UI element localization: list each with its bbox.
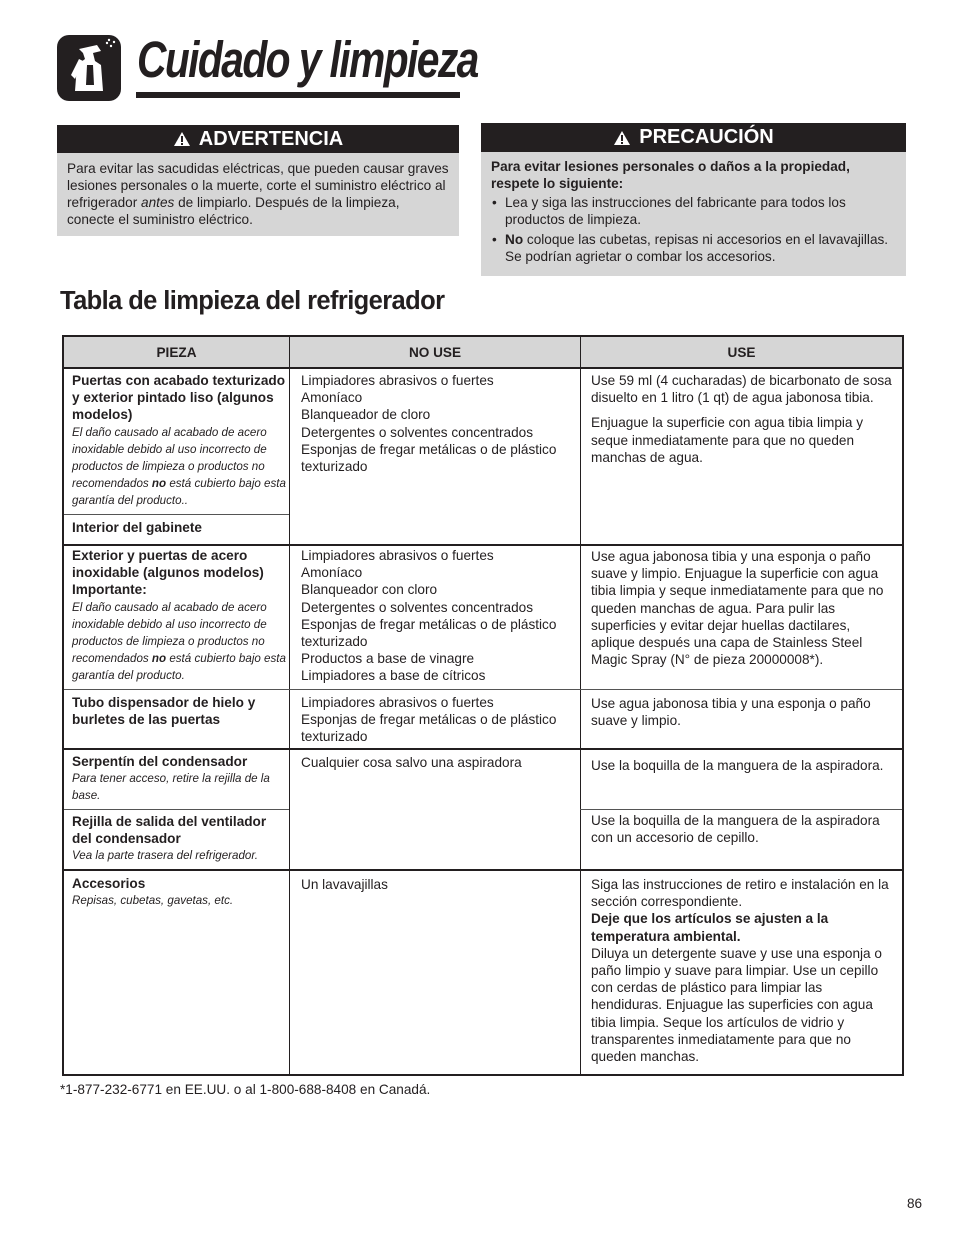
page-number: 86 [907, 1196, 923, 1211]
warning-header [57, 125, 459, 153]
warning-triangle-icon [173, 131, 191, 147]
list-item: Detergentes o solventes concentrados [301, 424, 533, 440]
list-item: Amoníaco [301, 565, 363, 581]
warning-text: Para evitar las sacudidas eléctricas, que pueden causar graves lesiones personales o la muerte, corte el suministro eléctrico al refrigerador antes de limpiarlo. Después de la limpieza, conecte el suministro eléctrico. [67, 161, 449, 227]
row-divider [64, 748, 902, 750]
part-name: Serpentín del condensador [72, 754, 248, 769]
list-item: Limpiadores abrasivos o fuertes [301, 695, 494, 710]
cleaning-table [62, 335, 904, 1076]
no-use-list [301, 694, 571, 746]
part-name: Tubo dispensador de hielo y burletes de las puertas [72, 695, 256, 728]
list-item: Esponjas de fregar metálicas o de plástico texturizado [301, 712, 557, 745]
no-use-text: Cualquier cosa salvo una aspiradora [301, 755, 522, 770]
row-divider [580, 809, 902, 810]
part-note: El daño causado al acabado de acero inoxidable debido al uso incorrecto de productos de limpieza o productos no recomendados no está cubierto bajo esta garantía del producto. [72, 600, 286, 683]
row-divider [64, 689, 902, 690]
column-divider [580, 337, 581, 1074]
page-title: Cuidado y limpieza [137, 31, 478, 88]
list-item: Blanqueador de cloro [301, 407, 431, 423]
caution-bullet: • No coloque las cubetas, repisas ni accesorios en el lavavajillas. Se podrían agrietar o combar los accesorios. [491, 231, 896, 265]
list-item: Amoníaco [301, 390, 363, 406]
warning-triangle-icon [613, 130, 631, 146]
part-name: Rejilla de salida del ventilador del condensador [72, 814, 267, 847]
list-item: Limpiadores abrasivos o fuertes [301, 373, 494, 388]
use-text: Use 59 ml (4 cucharadas) de bicarbonato de sosa disuelto en 1 litro (1 qt) de agua jabonosa tibia. Enjuague la superficie con agua tibia limpia y seque inmediatamente para que no queden manchas de agua. [591, 373, 892, 465]
list-item: Esponjas de fregar metálicas o de plástico texturizado [301, 441, 557, 475]
header-use: USE [727, 344, 756, 360]
use-text: Siga las instrucciones de retiro e instalación en la sección correspondiente. Deje que los artículos se ajusten a la temperatura ambiental. Diluya un detergente suave y use una esponja o paño limpio y suave para limpiar. Use un cepillo con cerdas de plástico para limpiar las hendiduras. Enjuague las superficies con agua tibia limpia. Seque los artículos de vidrio y transparentes inmediatamente para que no queden manchas. [591, 877, 889, 1065]
no-use-list [301, 372, 571, 475]
list-item: Productos a base de vinagre [301, 651, 475, 667]
row-divider [64, 544, 902, 546]
header-pieza: PIEZA [156, 344, 197, 360]
part-note: Para tener acceso, retire la rejilla de la base. [72, 772, 270, 803]
use-text: Use agua jabonosa tibia y una esponja o paño suave y limpio. [591, 696, 871, 729]
part-name: Accesorios [72, 876, 146, 891]
list-item: Limpiadores a base de cítricos [301, 668, 486, 684]
part-note: El daño causado al acabado de acero inoxidable debido al uso incorrecto de productos de limpieza o productos no recomendados no está cubierto bajo esta garantía del producto.. [72, 425, 286, 508]
column-divider [289, 337, 290, 1074]
footnote: *1-877-232-6771 en EE.UU. o al 1-800-688-8408 en Canadá. [60, 1082, 431, 1097]
no-use-text: Un lavavajillas [301, 877, 388, 892]
caution-bullet: • Lea y siga las instrucciones del fabricante para todos los productos de limpieza. [491, 194, 896, 228]
caution-header [481, 123, 906, 152]
no-use-list [301, 547, 571, 685]
warning-label: ADVERTENCIA [198, 127, 344, 150]
use-text: Use la boquilla de la manguera de la aspiradora. [591, 758, 884, 773]
row-divider [64, 809, 289, 810]
caution-box [481, 123, 906, 276]
row-divider [64, 869, 902, 871]
title-underline [136, 92, 460, 98]
list-item: Blanqueador con cloro [301, 582, 438, 598]
table-row [72, 372, 288, 510]
part-name: Puertas con acabado texturizado y exterior pintado liso (algunos modelos) [72, 373, 286, 423]
list-item: Detergentes o solventes concentrados [301, 599, 533, 615]
list-item: Limpiadores abrasivos o fuertes [301, 548, 494, 563]
row-divider [64, 514, 289, 515]
table-row [72, 547, 288, 685]
table-row [72, 753, 288, 805]
table-row [72, 813, 288, 865]
caution-intro: Para evitar lesiones personales o daños a la propiedad, respete lo siguiente: [491, 159, 850, 191]
part-name: Exterior y puertas de acero inoxidable (algunos modelos) Importante: [72, 548, 264, 598]
caution-label: PRECAUCIÓN [639, 126, 774, 148]
table-header [64, 337, 902, 369]
use-text: Use la boquilla de la manguera de la aspiradora con un accesorio de cepillo. [591, 813, 880, 846]
header-no-use: NO USE [408, 344, 462, 360]
spray-bottle-icon [57, 35, 121, 101]
part-note: Repisas, cubetas, gavetas, etc. [72, 894, 234, 908]
section-title: Tabla de limpieza del refrigerador [60, 287, 445, 315]
warning-box [57, 125, 459, 236]
table-row [72, 875, 288, 909]
list-item: Esponjas de fregar metálicas o de plástico texturizado [301, 616, 557, 650]
part-note: Vea la parte trasera del refrigerador. [72, 849, 259, 863]
use-text: Use agua jabonosa tibia y una esponja o paño suave y limpio. Enjuague la superficie con agua tibia limpia y seque inmediatamente para que no queden manchas de agua. Para pulir las superficies y evitar dejar huellas dactilares, aplique después una capa de Stainless Steel Magic Spray (N° de pieza 20000008*). [591, 549, 884, 668]
part-name: Interior del gabinete [72, 520, 202, 535]
